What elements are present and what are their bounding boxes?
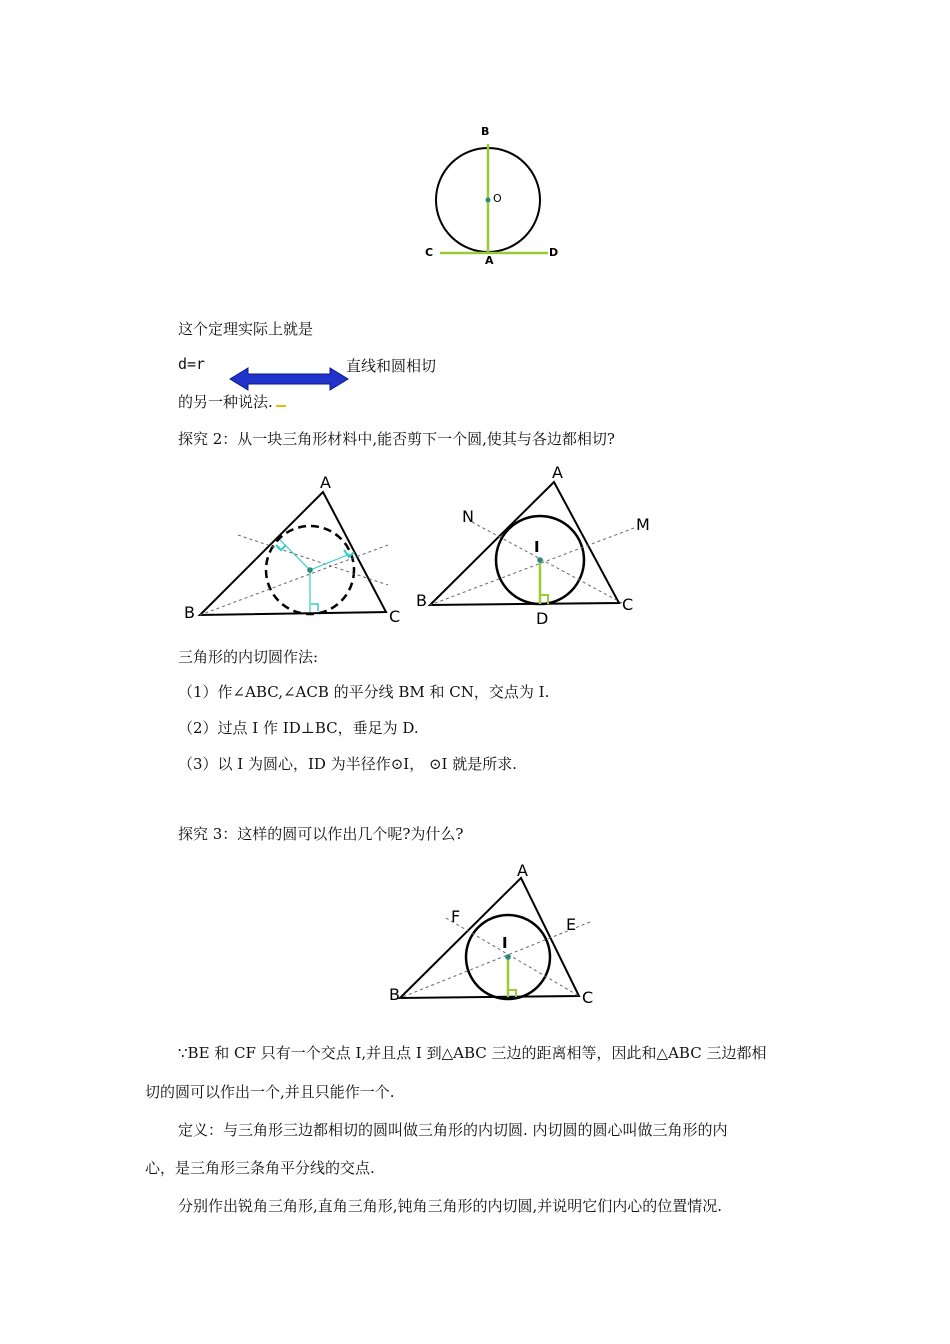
fig3-label-i: I	[534, 538, 540, 556]
fig4-label-f: F	[451, 907, 461, 926]
triangle-abc-2	[430, 482, 619, 605]
label-d: D	[549, 246, 559, 259]
text-step-2: （2）过点 I 作 ID⊥BC，垂足为 D.	[178, 719, 419, 737]
label-b: B	[481, 125, 490, 138]
text-d-eq-r: d=r	[178, 355, 206, 373]
fig3-label-a: A	[552, 463, 563, 482]
text-explore-3: 探究 3：这样的圆可以作出几个呢?为什么?	[178, 825, 464, 843]
fig3-label-n: N	[462, 507, 474, 526]
text-step-3: （3）以 I 为圆心，ID 为半径作⊙I， ⊙I 就是所求.	[178, 755, 518, 773]
text-method-title: 三角形的内切圆作法:	[178, 648, 319, 666]
center-dot	[486, 198, 491, 203]
text-definition-2: 心，是三角形三条角平分线的交点.	[145, 1159, 375, 1177]
fig2-label-b: B	[184, 603, 195, 622]
fig2-label-a: A	[320, 473, 331, 492]
text-task: 分别作出锐角三角形,直角三角形,钝角三角形的内切圆,并说明它们内心的位置情况.	[178, 1197, 723, 1215]
figure-triangle-incircle	[412, 460, 662, 630]
fig2-label-c: C	[389, 607, 401, 626]
text-definition-1: 定义：与三角形三边都相切的圆叫做三角形的内切圆. 内切圆的圆心叫做三角形的内	[178, 1121, 728, 1139]
fig3-label-b: B	[416, 591, 427, 610]
text-line-1: 这个定理实际上就是	[178, 320, 314, 338]
label-c: C	[425, 246, 434, 259]
label-a: A	[485, 254, 494, 267]
text-explore-2: 探究 2：从一块三角形材料中,能否剪下一个圆,使其与各边都相切?	[178, 430, 615, 448]
fig3-label-c: C	[622, 595, 634, 614]
figure-circle-tangent	[420, 120, 570, 270]
text-because-1: ∵BE 和 CF 只有一个交点 I,并且点 I 到△ABC 三边的距离相等，因此和△ABC 三边都相	[178, 1044, 767, 1062]
text-another-way: 的另一种说法.	[178, 393, 273, 411]
fig3-label-m: M	[636, 515, 650, 534]
figure-triangle-dashed-circle	[178, 470, 413, 630]
fig4-label-e: E	[566, 915, 577, 934]
fig4-label-a: A	[517, 861, 528, 880]
fig4-label-b: B	[389, 985, 400, 1004]
text-because-2: 切的圆可以作出一个,并且只能作一个.	[145, 1083, 395, 1101]
text-tangent: 直线和圆相切	[346, 357, 437, 375]
double-arrow-icon	[228, 366, 350, 392]
label-o: O	[493, 192, 502, 205]
fig4-label-i: I	[502, 934, 508, 952]
fig3-label-d: D	[536, 609, 549, 628]
fig4-label-c: C	[582, 988, 594, 1007]
yellow-mark	[276, 405, 286, 407]
figure-triangle-incircle-ef	[386, 860, 601, 1010]
text-step-1: （1）作∠ABC,∠ACB 的平分线 BM 和 CN，交点为 I.	[178, 683, 550, 701]
